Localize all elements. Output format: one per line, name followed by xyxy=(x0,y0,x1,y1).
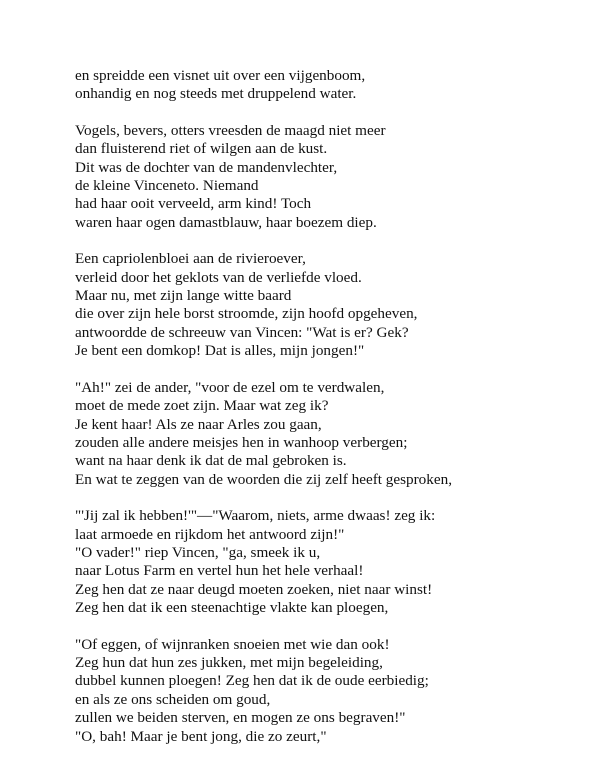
stanza xyxy=(75,122,585,232)
poem-line: de kleine Vinceneto. Niemand xyxy=(75,177,259,195)
poem-line: zullen we beiden sterven, en mogen ze ons begraven!" xyxy=(75,709,406,727)
poem-line: "Of eggen, of wijnranken snoeien met wie dan ook! xyxy=(75,635,390,653)
poem-line: waren haar ogen damastblauw, haar boezem diep. xyxy=(75,213,377,231)
poem-line: en spreidde een visnet uit over een vijgenboom, xyxy=(75,67,366,84)
poem-line: antwoordde de schreeuw van Vincen: "Wat is er? Gek? xyxy=(75,323,409,341)
stanza xyxy=(75,250,585,360)
stanza xyxy=(75,67,585,104)
poem-line: onhandig en nog steeds met druppelend water. xyxy=(75,85,357,103)
poem-line: moet de mede zoet zijn. Maar wat zeg ik? xyxy=(75,397,329,415)
poem-line: die over zijn hele borst stroomde, zijn hoofd opgeheven, xyxy=(75,305,418,323)
poem-line: "O, bah! Maar je bent jong, die zo zeurt," xyxy=(75,727,327,745)
stanza xyxy=(75,636,585,746)
poem-line: Vogels, bevers, otters vreesden de maagd niet meer xyxy=(75,121,386,139)
poem-line: en als ze ons scheiden om goud, xyxy=(75,690,271,708)
poem-line: want na haar denk ik dat de mal gebroken is. xyxy=(75,452,347,470)
poem-line: Je bent een domkop! Dat is alles, mijn jongen!" xyxy=(75,342,365,360)
poem-text xyxy=(75,67,585,764)
poem-line: dubbel kunnen ploegen! Zeg hen dat ik de oude eerbiedig; xyxy=(75,672,429,690)
poem-line: had haar ooit verveeld, arm kind! Toch xyxy=(75,195,312,213)
poem-line: Een capriolenbloei aan de rivieroever, xyxy=(75,250,306,268)
poem-line: Dit was de dochter van de mandenvlechter, xyxy=(75,158,338,176)
poem-line: zouden alle andere meisjes hen in wanhoop verbergen; xyxy=(75,433,408,451)
poem-line: Zeg hen dat ik een steenachtige vlakte kan ploegen, xyxy=(75,599,389,617)
stanza xyxy=(75,379,585,489)
poem-line: verleid door het geklots van de verliefde vloed. xyxy=(75,268,362,286)
poem-line: "Ah!" zei de ander, "voor de ezel om te verdwalen, xyxy=(75,378,385,396)
poem-line: En wat te zeggen van de woorden die zij zelf heeft gesproken, xyxy=(75,470,452,488)
poem-line: Zeg hen dat ze naar deugd moeten zoeken, niet naar winst! xyxy=(75,580,433,598)
poem-line: "O vader!" riep Vincen, "ga, smeek ik u, xyxy=(75,543,321,561)
poem-line: Maar nu, met zijn lange witte baard xyxy=(75,287,292,305)
poem-line: "'Jij zal ik hebben!'"—"Waarom, niets, arme dwaas! zeg ik: xyxy=(75,507,436,525)
stanza xyxy=(75,507,585,617)
poem-line: laat armoede en rijkdom het antwoord zijn!" xyxy=(75,525,345,543)
poem-line: Je kent haar! Als ze naar Arles zou gaan, xyxy=(75,415,322,433)
poem-line: naar Lotus Farm en vertel hun het hele verhaal! xyxy=(75,562,364,580)
poem-line: Zeg hun dat hun zes jukken, met mijn begeleiding, xyxy=(75,653,383,671)
poem-line: dan fluisterend riet of wilgen aan de kust. xyxy=(75,140,328,158)
